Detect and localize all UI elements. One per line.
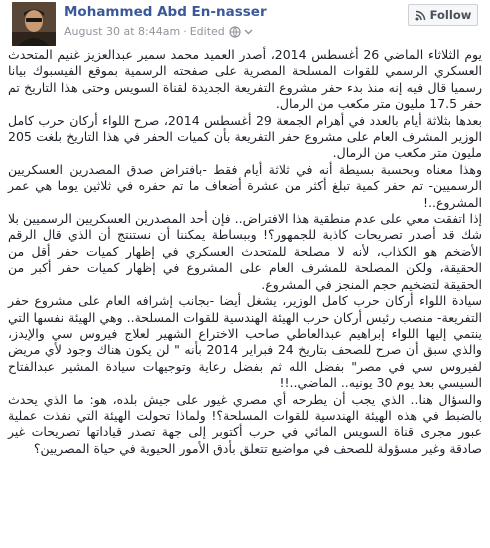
post-body xyxy=(8,47,482,457)
post-meta xyxy=(64,25,253,38)
post-paragraph: بعدها بثلاثة أيام بالعدد في أهرام الجمعة 29 أغسطس 2014، صرح اللواء أركان حرب كامل الوزير المشرف العام على مشروع حفر التفريعة بأن كميات الحفر في هذا التاريخ بلغت 205 مليون متر مكعب من الرمال. xyxy=(8,112,482,161)
post-paragraph: سيادة اللواء أركان حرب كامل الوزير، يشغل أيضا -بجانب إشرافه العام على مشروع حفر التفريعة- منصب رئيس أركان حرب الهيئة الهندسية للقوات المسلحة.. وهي الهيئة نفسها التي ينتمي إليها اللواء إبراهيم عبدالعاطي صاحب الاختراع الشهير لعلاج فيروس سي والإيدز، والذي سبق أن صرح للصحف بتاريخ 24 فبراير 2014 بأنه " لن يكون هناك وجود لأي مريض لفيروس سي في مصر" بفضل الله ثم بفضل رعاية وتوجيهات سيادة المشير عبدالفتاح السيسي بعد يوم 30 يونيه.. الماضي..!! xyxy=(8,293,482,391)
edited-label[interactable]: Edited xyxy=(189,25,225,38)
post-timestamp[interactable]: August 30 at 8:44am xyxy=(64,25,181,38)
post-paragraph: إذا اتفقت معي على عدم منطقية هذا الافتراض.. فإن أحد المصدرين العسكريين الرسميين بلا شك قد أصدر تصريحات كاذبة للجمهور؟! وببساطة يمكننا أن نستنتج أن الذي قال الرقم الأضخم هو الكذاب، لأنه لا مصلحة للمتحدث العسكري في إظهار كميات حفر أقل من الحقيقة، ولكن المصلحة للمشرف العام على المشروع في إظهار كميات حفر أكبر من الحقيقة لتضخيم حجم المنجز في المشروع. xyxy=(8,211,482,292)
chevron-down-icon[interactable] xyxy=(244,27,253,36)
post-paragraph: والسؤال هنا.. الذي يجب أن يطرحه أي مصري غيور على جيش بلده، هو: ما الذي يحدث بالضبط في هذه الهيئة الهندسية للقوات المسلحة؟! ولماذا تحولت الهيئة التي نفذت عملية عبور مجرى قناة السويس المائي في حرب أكتوبر إلى جهة تصدر قياداتها تصريحات غير صادقة وغير مسؤولة للصحف في مواضيع تتعلق بأدق الأمور الحيوية في حياة المصريين؟ xyxy=(8,391,482,456)
rss-icon xyxy=(415,10,426,21)
post-header xyxy=(0,0,490,50)
author-avatar[interactable] xyxy=(12,2,56,46)
follow-label: Follow xyxy=(429,8,472,22)
follow-button[interactable] xyxy=(408,4,478,26)
meta-separator: · xyxy=(183,25,187,38)
author-name[interactable]: Mohammed Abd En-nasser xyxy=(64,4,267,20)
globe-icon[interactable] xyxy=(229,26,241,38)
post-paragraph: وهذا معناه وبحسبة بسيطة أنه في ثلاثة أيام فقط -بافتراض صدق المصدرين العسكريين الرسميين- تم حفر كمية تبلغ أكثر من عشرة أضعاف ما تم حفره في ثلاثين يوما هي عمر المشروع..! xyxy=(8,161,482,210)
post-paragraph: يوم الثلاثاء الماضي 26 أغسطس 2014، أصدر العميد محمد سمير عبدالعزيز غنيم المتحدث العسكري الرسمي للقوات المسلحة المصرية على صفحته الرسمية بموقع الفيسبوك بيانا رسميا قال فيه إنه منذ بدء حفر مشروع التفريعة الجديدة لقناة السويس وحتى هذا التاريخ تم حفر 17.5 مليون متر مكعب من الرمال. xyxy=(8,47,482,112)
